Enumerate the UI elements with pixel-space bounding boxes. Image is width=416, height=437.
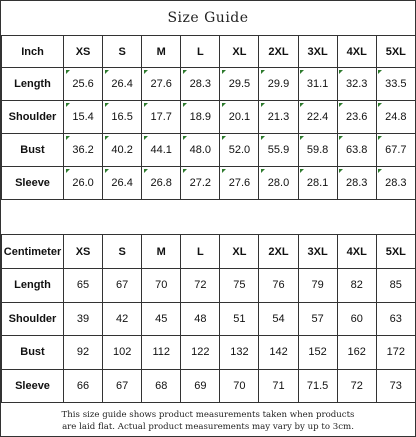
size-header-3xl: 3XL — [298, 235, 337, 269]
table-spacer — [1, 201, 415, 234]
size-header-xs: XS — [64, 235, 103, 269]
measurement-value: 44.1 — [142, 134, 181, 167]
size-header-5xl: 5XL — [376, 36, 415, 68]
measurement-value: 72 — [181, 269, 220, 303]
measurement-label: Length — [2, 68, 64, 101]
measurement-label: Shoulder — [2, 101, 64, 134]
measurement-value: 57 — [298, 302, 337, 336]
measurement-label: Bust — [2, 134, 64, 167]
inch-table-body — [2, 36, 416, 200]
size-header-l: L — [181, 235, 220, 269]
cell-corner-marker — [378, 169, 382, 173]
measurement-note — [1, 405, 415, 436]
measurement-label: Sleeve — [2, 167, 64, 200]
measurement-value: 28.1 — [298, 167, 337, 200]
measurement-value: 26.4 — [103, 68, 142, 101]
measurement-value: 36.2 — [64, 134, 103, 167]
measurement-value: 27.6 — [220, 167, 259, 200]
measurement-value: 40.2 — [103, 134, 142, 167]
cell-corner-marker — [183, 103, 187, 107]
measurement-value: 65 — [64, 269, 103, 303]
measurement-value: 39 — [64, 302, 103, 336]
measurement-value: 152 — [298, 336, 337, 370]
cell-corner-marker — [66, 169, 70, 173]
measurement-value: 28.3 — [181, 68, 220, 101]
measurement-value: 24.8 — [376, 101, 415, 134]
note-line-2: are laid flat. Actual product measurements may vary by up to 3cm. — [62, 421, 354, 432]
measurement-value: 21.3 — [259, 101, 298, 134]
measurement-value: 31.1 — [298, 68, 337, 101]
measurement-value: 23.6 — [337, 101, 376, 134]
table-row — [2, 134, 416, 167]
cell-corner-marker — [66, 103, 70, 107]
cell-corner-marker — [144, 136, 148, 140]
measurement-label: Sleeve — [2, 369, 64, 403]
measurement-value: 54 — [259, 302, 298, 336]
cell-corner-marker — [300, 169, 304, 173]
cell-corner-marker — [339, 103, 343, 107]
measurement-value: 59.8 — [298, 134, 337, 167]
size-header-4xl: 4XL — [337, 36, 376, 68]
size-header-5xl: 5XL — [376, 235, 415, 269]
measurement-value: 28.3 — [376, 167, 415, 200]
measurement-value: 29.9 — [259, 68, 298, 101]
cell-corner-marker — [222, 136, 226, 140]
measurement-value: 48 — [181, 302, 220, 336]
cell-corner-marker — [222, 103, 226, 107]
size-header-row — [2, 36, 416, 68]
note-line-1: This size guide shows product measurements taken when products — [61, 409, 355, 420]
cell-corner-marker — [183, 169, 187, 173]
size-header-row — [2, 235, 416, 269]
size-header-xs: XS — [64, 36, 103, 68]
cell-corner-marker — [300, 136, 304, 140]
cell-corner-marker — [222, 70, 226, 74]
cell-corner-marker — [144, 103, 148, 107]
cell-corner-marker — [261, 169, 265, 173]
measurement-value: 79 — [298, 269, 337, 303]
measurement-value: 42 — [103, 302, 142, 336]
cell-corner-marker — [300, 70, 304, 74]
cell-corner-marker — [66, 136, 70, 140]
measurement-value: 20.1 — [220, 101, 259, 134]
measurement-value: 51 — [220, 302, 259, 336]
measurement-value: 92 — [64, 336, 103, 370]
table-row — [2, 336, 416, 370]
measurement-value: 70 — [220, 369, 259, 403]
measurement-value: 55.9 — [259, 134, 298, 167]
measurement-value: 32.3 — [337, 68, 376, 101]
size-header-xl: XL — [220, 36, 259, 68]
measurement-value: 68 — [142, 369, 181, 403]
measurement-value: 66 — [64, 369, 103, 403]
measurement-value: 75 — [220, 269, 259, 303]
centimeter-size-table — [1, 234, 416, 403]
measurement-value: 26.4 — [103, 167, 142, 200]
size-header-m: M — [142, 36, 181, 68]
cell-corner-marker — [105, 136, 109, 140]
measurement-value: 82 — [337, 269, 376, 303]
measurement-value: 122 — [181, 336, 220, 370]
measurement-value: 63 — [376, 302, 415, 336]
cell-corner-marker — [183, 136, 187, 140]
measurement-value: 67 — [103, 369, 142, 403]
unit-label: Centimeter — [2, 235, 64, 269]
size-header-l: L — [181, 36, 220, 68]
measurement-value: 72 — [337, 369, 376, 403]
size-header-xl: XL — [220, 235, 259, 269]
table-row — [2, 68, 416, 101]
table-row — [2, 101, 416, 134]
cell-corner-marker — [339, 70, 343, 74]
measurement-value: 71.5 — [298, 369, 337, 403]
measurement-value: 71 — [259, 369, 298, 403]
measurement-value: 18.9 — [181, 101, 220, 134]
measurement-value: 27.6 — [142, 68, 181, 101]
measurement-value: 70 — [142, 269, 181, 303]
cell-corner-marker — [261, 103, 265, 107]
size-header-m: M — [142, 235, 181, 269]
table-row — [2, 302, 416, 336]
measurement-value: 52.0 — [220, 134, 259, 167]
inch-size-table — [1, 35, 416, 200]
measurement-value: 162 — [337, 336, 376, 370]
measurement-value: 85 — [376, 269, 415, 303]
measurement-label: Shoulder — [2, 302, 64, 336]
cell-corner-marker — [378, 136, 382, 140]
measurement-value: 29.5 — [220, 68, 259, 101]
measurement-value: 63.8 — [337, 134, 376, 167]
cell-corner-marker — [300, 103, 304, 107]
size-header-2xl: 2XL — [259, 235, 298, 269]
measurement-value: 76 — [259, 269, 298, 303]
measurement-value: 16.5 — [103, 101, 142, 134]
cell-corner-marker — [183, 70, 187, 74]
cell-corner-marker — [339, 136, 343, 140]
size-header-s: S — [103, 235, 142, 269]
cell-corner-marker — [144, 70, 148, 74]
measurement-value: 48.0 — [181, 134, 220, 167]
measurement-value: 102 — [103, 336, 142, 370]
unit-label: Inch — [2, 36, 64, 68]
measurement-value: 28.3 — [337, 167, 376, 200]
cell-corner-marker — [339, 169, 343, 173]
cell-corner-marker — [105, 103, 109, 107]
cell-corner-marker — [66, 70, 70, 74]
measurement-value: 132 — [220, 336, 259, 370]
cell-corner-marker — [144, 169, 148, 173]
table-row — [2, 167, 416, 200]
cell-corner-marker — [222, 169, 226, 173]
measurement-value: 112 — [142, 336, 181, 370]
cell-corner-marker — [378, 103, 382, 107]
cell-corner-marker — [378, 70, 382, 74]
measurement-value: 25.6 — [64, 68, 103, 101]
measurement-value: 26.8 — [142, 167, 181, 200]
size-header-s: S — [103, 36, 142, 68]
measurement-label: Bust — [2, 336, 64, 370]
cell-corner-marker — [105, 70, 109, 74]
measurement-label: Length — [2, 269, 64, 303]
size-header-3xl: 3XL — [298, 36, 337, 68]
size-header-2xl: 2XL — [259, 36, 298, 68]
measurement-value: 67.7 — [376, 134, 415, 167]
table-row — [2, 369, 416, 403]
measurement-value: 142 — [259, 336, 298, 370]
cell-corner-marker — [261, 136, 265, 140]
measurement-value: 28.0 — [259, 167, 298, 200]
measurement-value: 33.5 — [376, 68, 415, 101]
size-header-4xl: 4XL — [337, 235, 376, 269]
measurement-value: 67 — [103, 269, 142, 303]
measurement-value: 15.4 — [64, 101, 103, 134]
measurement-value: 27.2 — [181, 167, 220, 200]
measurement-value: 45 — [142, 302, 181, 336]
measurement-value: 73 — [376, 369, 415, 403]
centimeter-table-body — [2, 235, 416, 403]
measurement-value: 17.7 — [142, 101, 181, 134]
page-title: Size Guide — [167, 10, 249, 26]
cell-corner-marker — [261, 70, 265, 74]
measurement-value: 22.4 — [298, 101, 337, 134]
measurement-value: 26.0 — [64, 167, 103, 200]
measurement-value: 69 — [181, 369, 220, 403]
measurement-value: 60 — [337, 302, 376, 336]
table-row — [2, 269, 416, 303]
cell-corner-marker — [105, 169, 109, 173]
measurement-value: 172 — [376, 336, 415, 370]
